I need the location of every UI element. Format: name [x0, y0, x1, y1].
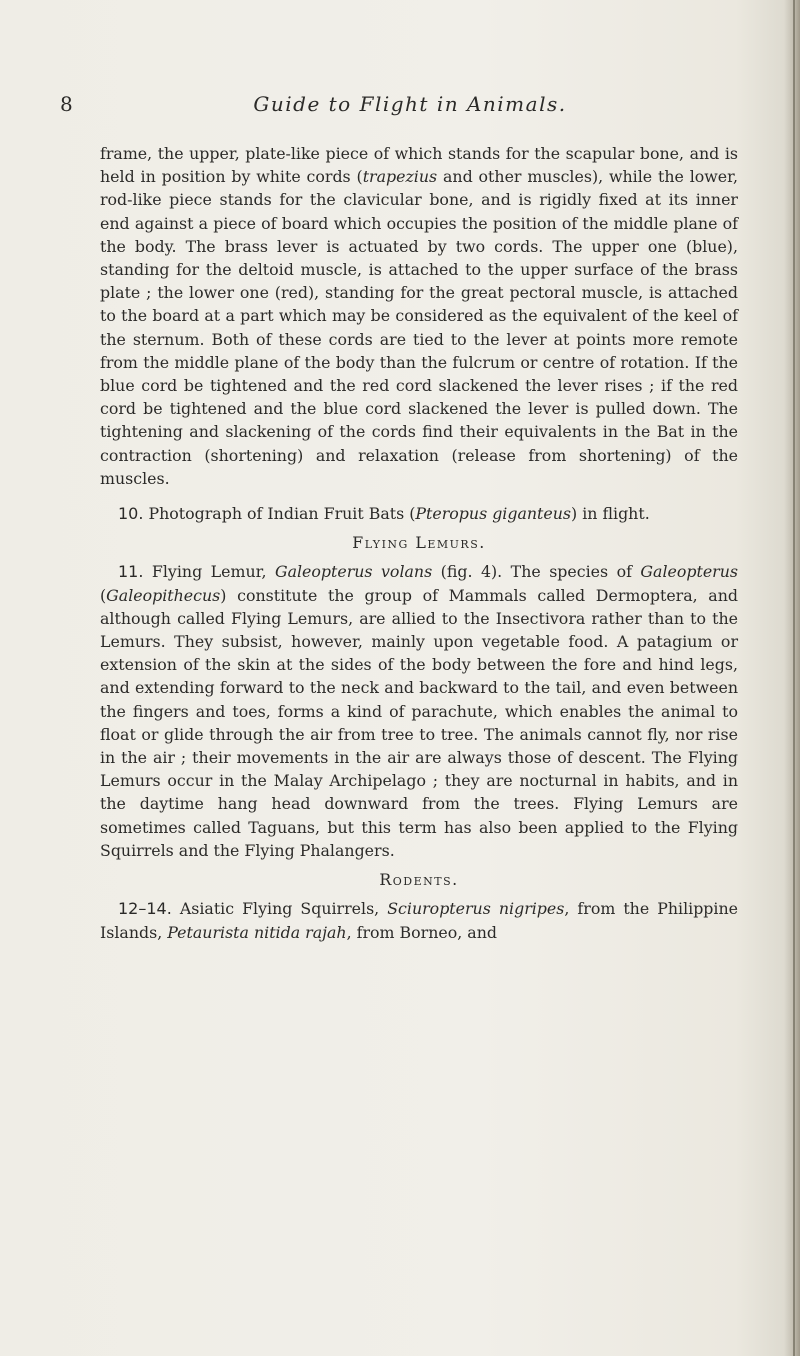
text-run: ) constitute the group of Mammals called Dermoptera, and although called Flying Lemurs, are allied to the Insectivora rather than to the Lemurs. They subsist, however, mainly upon vegetable food. A patagium or extension of the skin at the sides of the body between the fore and hind legs, and extending forward to the neck and backward to the tail, and even between the fingers and toes, forms a kind of parachute, which enables the animal to float or glide through the air from tree to tree. The animals cannot fly, nor rise in the air ; their movements in the air are always those of descent. The Flying Lemurs occur in the Malay Archipelago ; they are nocturnal in habits, and in the daytime hang head downward from the trees. Flying Lemurs are sometimes called Taguans, but this term has also been applied to the Flying Squirrels and the Flying Phalangers. [100, 585, 738, 860]
item-number: 11. [118, 562, 144, 582]
paragraph-item-11 [100, 560, 738, 862]
body-text [100, 142, 738, 944]
italic-term: trapezius [362, 167, 438, 187]
italic-term: Galeopterus [640, 562, 738, 582]
text-run: , from Borneo, and [346, 922, 498, 942]
italic-term: Sciuropterus nigripes [387, 899, 565, 919]
italic-term: Pteropus giganteus [415, 504, 572, 524]
text-run: Asiatic Flying Squirrels, [171, 899, 388, 919]
italic-term: Galeopterus volans [274, 562, 433, 582]
text-run: , from the Philippine Islands, [100, 899, 738, 942]
paragraph-item-12-14 [100, 897, 738, 943]
text-run: Photograph of Indian Fruit Bats ( [143, 504, 416, 524]
page-number: 8 [60, 92, 74, 116]
section-heading-rodents: Rodents. [379, 870, 459, 890]
text-run: and other muscles), while the lower, rod-like piece stands for the clavicular bone, and is rigidly fixed at its inner end against a piece of board which occupies the position of the middle plane of the body. The brass lever is actuated by two cords. The upper one (blue), standing for the deltoid muscle, is attached to the upper surface of the brass plate ; the lower one (red), standing for the great pectoral muscle, is attached to the board at a part which may be considered as the equivalent of the keel of the sternum. Both of these cords are tied to the lever at points more remote from the middle plane of the body than the fulcrum or centre of rotation. If the blue cord be tightened and the red cord slackened the lever rises ; if the red cord be tightened and the blue cord slackened the lever is pulled down. The tightening and slackening of the cords find their equivalents in the Bat in the contraction (shortening) and relaxation (release from shortening) of the muscles. [100, 167, 738, 488]
running-title: Guide to Flight in Animals. [253, 92, 567, 116]
text-run: ( [100, 585, 107, 605]
item-number: 12–14. [118, 899, 172, 919]
paragraph-frame-description [100, 142, 738, 490]
section-heading-flying-lemurs: Flying Lemurs. [352, 533, 486, 553]
text-run: Flying Lemur, [143, 562, 275, 582]
text-run: (fig. 4). The species of [432, 562, 641, 582]
page-edge-line [793, 0, 795, 1356]
spacer [100, 490, 738, 502]
italic-term: Galeopithecus [106, 585, 221, 605]
item-number: 10. [118, 504, 144, 524]
italic-term: Petaurista nitida rajah [167, 922, 347, 942]
page-header [60, 92, 760, 122]
text-run: ) in flight. [571, 504, 650, 524]
page-edge-shadow [784, 0, 800, 1356]
text-run: frame, the upper, plate-like piece of which stands for the scapular bone, and is held in position by white cords ( [100, 144, 738, 187]
paragraph-item-10 [100, 502, 738, 525]
